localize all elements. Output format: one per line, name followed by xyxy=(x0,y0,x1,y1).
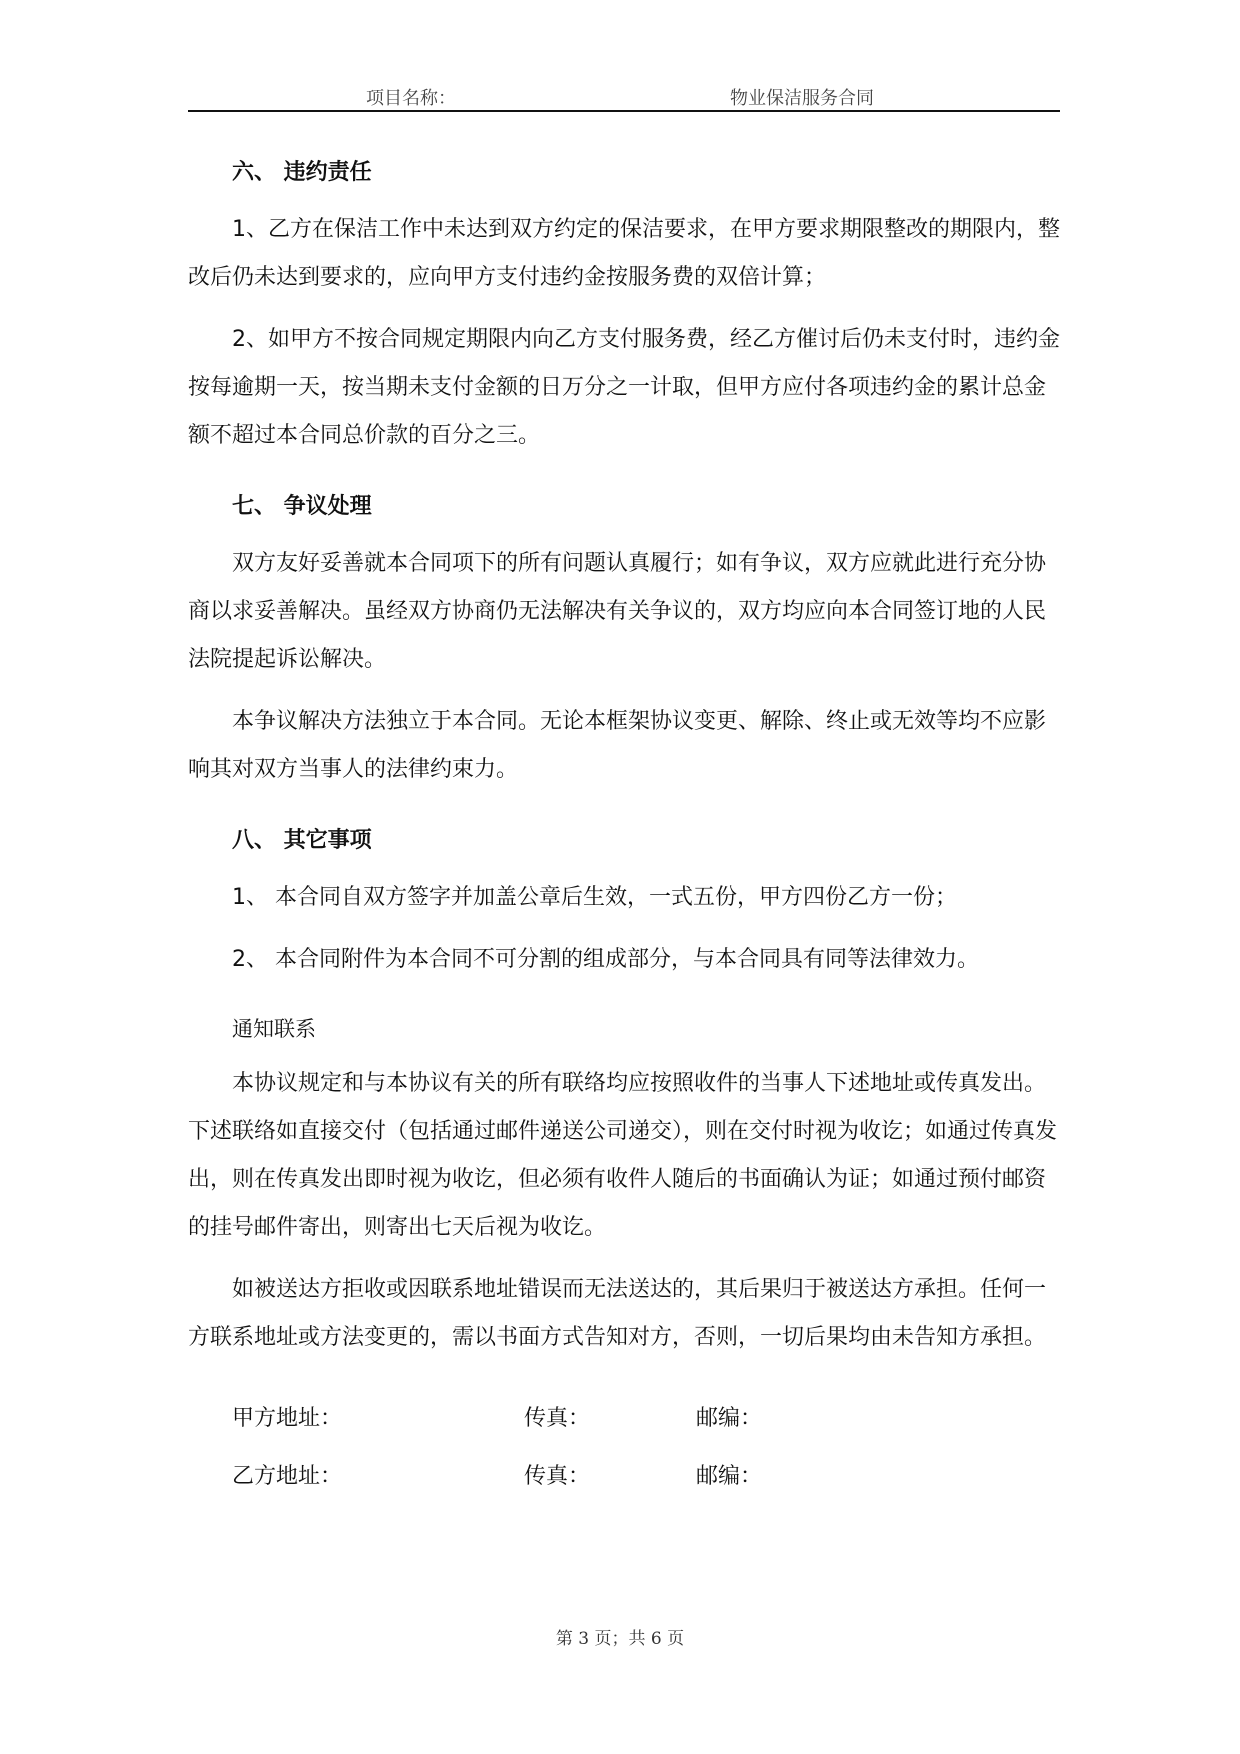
paragraph: 如被送达方拒收或因联系地址错误而无法送达的，其后果归于被送达方承担。任何一方联系地址或方法变更的，需以书面方式告知对方，否则，一切后果均由未告知方承担。 xyxy=(188,1277,1047,1350)
party-b-postcode-label: 邮编： xyxy=(696,1464,763,1489)
section-title-other: 八、 其它事项 xyxy=(232,828,372,853)
contact-row-party-a xyxy=(188,1390,1060,1448)
party-a-postcode-label: 邮编： xyxy=(696,1406,763,1431)
party-a-fax-label: 传真： xyxy=(524,1406,591,1431)
paragraph: 本争议解决方法独立于本合同。无论本框架协议变更、解除、终止或无效等均不应影响其对双方当事人的法律约束力。 xyxy=(188,709,1047,782)
paragraph: 1、乙方在保洁工作中未达到双方约定的保洁要求，在甲方要求期限整改的期限内，整改后仍未达到要求的，应向甲方支付违约金按服务费的双倍计算； xyxy=(188,217,1060,290)
paragraph: 2、 本合同附件为本合同不可分割的组成部分，与本合同具有同等法律效力。 xyxy=(232,947,979,972)
party-b-fax-label: 传真： xyxy=(524,1464,591,1489)
paragraph: 1、 本合同自双方签字并加盖公章后生效，一式五份，甲方四份乙方一份； xyxy=(232,885,957,910)
project-name-label: 项目名称： xyxy=(366,88,456,109)
notice-heading: 通知联系 xyxy=(232,1017,316,1041)
document-body xyxy=(188,140,1060,1506)
contact-table xyxy=(188,1390,1060,1506)
paragraph: 本协议规定和与本协议有关的所有联络均应按照收件的当事人下述地址或传真发出。下述联络如直接交付（包括通过邮件递送公司递交），则在交付时视为收讫；如通过传真发出，则在传真发出即时视为收讫，但必须有收件人随后的书面确认为证；如通过预付邮资的挂号邮件寄出，则寄出七天后视为收讫。 xyxy=(188,1071,1058,1240)
party-b-address-label: 乙方地址： xyxy=(232,1464,343,1489)
document-title: 物业保洁服务合同 xyxy=(730,88,874,109)
page-footer xyxy=(0,1624,1240,1649)
section-title-breach: 六、 违约责任 xyxy=(232,160,372,185)
section-title-dispute: 七、 争议处理 xyxy=(232,494,372,519)
page-number: 第 3 页；共 6 页 xyxy=(555,1629,685,1649)
paragraph: 双方友好妥善就本合同项下的所有问题认真履行；如有争议，双方应就此进行充分协商以求妥善解决。虽经双方协商仍无法解决有关争议的，双方均应向本合同签订地的人民法院提起诉讼解决。 xyxy=(188,551,1047,672)
contact-row-party-b xyxy=(188,1448,1060,1506)
paragraph: 2、如甲方不按合同规定期限内向乙方支付服务费，经乙方催讨后仍未支付时，违约金按每逾期一天，按当期未支付金额的日万分之一计取，但甲方应付各项违约金的累计总金额不超过本合同总价款的百分之三。 xyxy=(188,327,1060,448)
party-a-address-label: 甲方地址： xyxy=(232,1406,343,1431)
page-header xyxy=(188,82,1060,112)
